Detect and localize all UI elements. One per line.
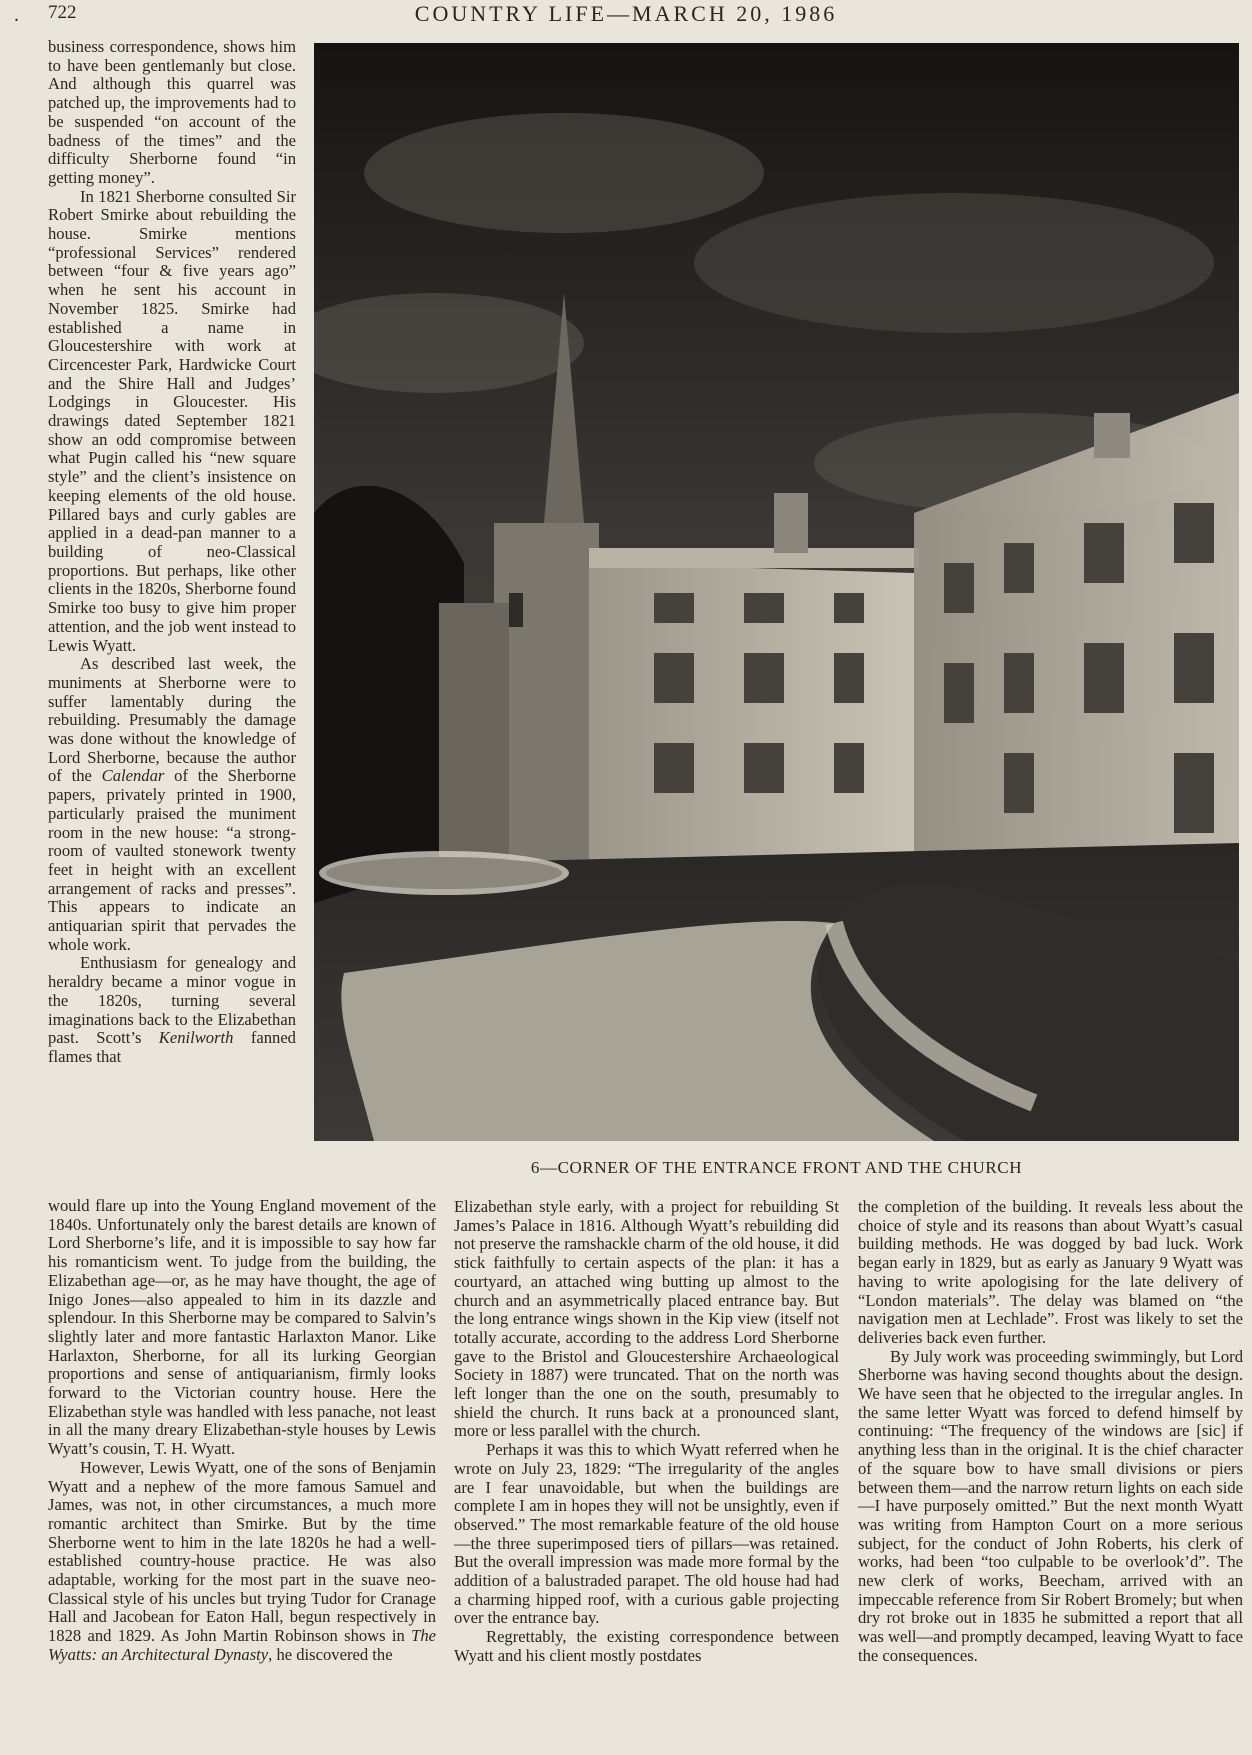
text-run: As described last week, the muniments at Sherborne were to suffer lamentably during the rebuilding. Presumably the damage was done without the knowledge of Lord Sherborne, because the author of the xyxy=(48,654,296,786)
text-run: fanned flames that xyxy=(48,1028,296,1066)
photograph-house-and-church xyxy=(314,43,1239,1141)
paragraph xyxy=(48,655,296,954)
article-column-3 xyxy=(858,1198,1243,1666)
margin-dot: . xyxy=(14,4,19,26)
page-header xyxy=(0,0,1252,36)
running-head: COUNTRY LIFE—MARCH 20, 1986 xyxy=(414,1,838,26)
text-run: , he discovered the xyxy=(268,1644,393,1664)
text-run: of the Sherborne papers, privately printed in 1900, particularly praised the muniment room in the new house: “a strong-room of vaulted stonework twenty feet in height with an excellent arrangement of racks and presses”. This appears to indicate an antiquarian spirit that pervades the whole work. xyxy=(48,766,296,954)
article-column-1-bottom xyxy=(48,1197,436,1665)
article-column-1-top xyxy=(48,38,296,1067)
paragraph: Elizabethan style early, with a project for rebuilding St James’s Palace in 1816. Although Wyatt’s rebuilding did not preserve the ramshackle charm of the old house, it did stick faithfully to certain aspects of the plan: it has a courtyard, an attached wing butting up almost to the church and an asymmetrically placed entrance bay. But the long entrance wings shown in the Kip view (itself not totally accurate, according to the address Lord Sherborne gave to the Bristol and Gloucestershire Archaeological Society in 1887) were truncated. That on the north was left longer than the one on the south, presumably to shield the church. It runs back at a pronounced slant, more or less parallel with the church. xyxy=(454,1197,839,1441)
italic-title: The Wyatts: an Architectural Dynasty xyxy=(48,1626,436,1664)
paragraph: By July work was proceeding swimmingly, but Lord Sherborne was having second thoughts about the design. We have seen that he objected to the irregular angles. In the same letter Wyatt was forced to defend himself by continuing: “The frequency of the windows are [sic] if anything less than in the original. It is the chief character of the square bow to have small divisions or piers between them—and the narrow return lights on each side—I have purposely omitted.” But the next month Wyatt was writing from Hampton Court on a more serious subject, for the conduct of John Roberts, his clerk of works, had been “too culpable to be overlook’d”. The new clerk of works, Beecham, arrived with an impeccable reference from Sir Robert Bromely; but when dry rot broke out in 1835 he submitted a report that all was well—and promptly decamped, leaving Wyatt to face the consequences. xyxy=(858,1346,1243,1665)
paragraph: Perhaps it was this to which Wyatt referred when he wrote on July 23, 1829: “The irregularity of the angles are I fear unavoidable, but when the buildings are complete I am in hopes they will not be unsightly, even if observed.” The most remarkable feature of the old house—the three superimposed tiers of pillars—was retained. But the overall impression was made more formal by the addition of a balustraded parapet. The old house had had a charming hipped roof, with a curious gable projecting over the entrance bay. xyxy=(454,1440,839,1628)
italic-title: Calendar xyxy=(101,766,165,786)
article-column-2 xyxy=(454,1198,839,1666)
italic-title: Kenilworth xyxy=(158,1028,234,1048)
paragraph: the completion of the building. It reveals less about the choice of style and its reasons than about Wyatt’s casual building methods. He was dogged by bad luck. Work began early in 1829, but as early as January 9 Wyatt was having to write apologising for the late delivery of “London materials”. The delay was blamed on “the navigation men at Lechlade”. Frost was likely to set the deliveries back even further. xyxy=(858,1197,1243,1347)
paragraph: business correspondence, shows him to have been gentlemanly but close. And although this quarrel was patched up, the improvements had to be suspended “on account of the badness of the times” and the difficulty Sherborne found “in getting money”. xyxy=(48,37,296,187)
page-number: 722 xyxy=(48,2,77,23)
paragraph xyxy=(48,1459,436,1665)
text-run: Enthusiasm for genealogy and heraldry became a minor vogue in the 1820s, turning several imaginations back to the Elizabethan past. Scott’s xyxy=(48,953,296,1048)
paragraph: In 1821 Sherborne consulted Sir Robert Smirke about rebuilding the house. Smirke mentions “professional Services” rendered between “four & five years ago” when he sent his account in November 1825. Smirke had established a name in Gloucestershire with work at Circencester Park, Hardwicke Court and the Shire Hall and Judges’ Lodgings in Gloucester. His drawings dated September 1821 show an odd compromise between what Pugin called his “new square style” and the client’s insistence on keeping elements of the old house. Pillared bays and curly gables are applied in a dead-pan manner to a building of neo-Classical proportions. But perhaps, like other clients in the 1820s, Sherborne found Smirke too busy to give him proper attention, and the job went instead to Lewis Wyatt. xyxy=(48,186,296,655)
photo-house-and-church-icon xyxy=(314,43,1239,1141)
paragraph: would flare up into the Young England movement of the 1840s. Unfortunately only the barest details are known of Lord Sherborne’s life, and it is impossible to say how far his romanticism went. To judge from the building, the Elizabethan age—or, as he may have thought, the age of Inigo Jones—also appealed to him in its dazzle and splendour. In this Sherborne may be compared to Salvin’s slightly later and more fantastic Harlaxton Manor. Like Harlaxton, Sherborne, for all its lurking Georgian proportions and sense of antiquarianism, firmly looks forward to the Victorian country house. Here the Elizabethan style was handled with less panache, not least in all the many dreary Elizabethan-style houses by Lewis Wyatt’s cousin, T. H. Wyatt. xyxy=(48,1196,436,1459)
figure-caption: 6—CORNER OF THE ENTRANCE FRONT AND THE CHURCH xyxy=(530,1158,1023,1177)
paragraph xyxy=(48,954,296,1066)
paragraph: Regrettably, the existing correspondence between Wyatt and his client mostly postdates xyxy=(454,1627,839,1665)
text-run: However, Lewis Wyatt, one of the sons of Benjamin Wyatt and a nephew of the more famous Samuel and James, was not, in other circumstances, a much more romantic architect than Smirke. But by the time Sherborne went to him in the late 1820s he had a well-established country-house practice. He was also adaptable, working for the most part in the suave neo-Classical style of his uncles but trying Tudor for Cranage Hall and Jacobean for Eaton Hall, begun respectively in 1828 and 1829. As John Martin Robinson shows in xyxy=(48,1457,436,1646)
